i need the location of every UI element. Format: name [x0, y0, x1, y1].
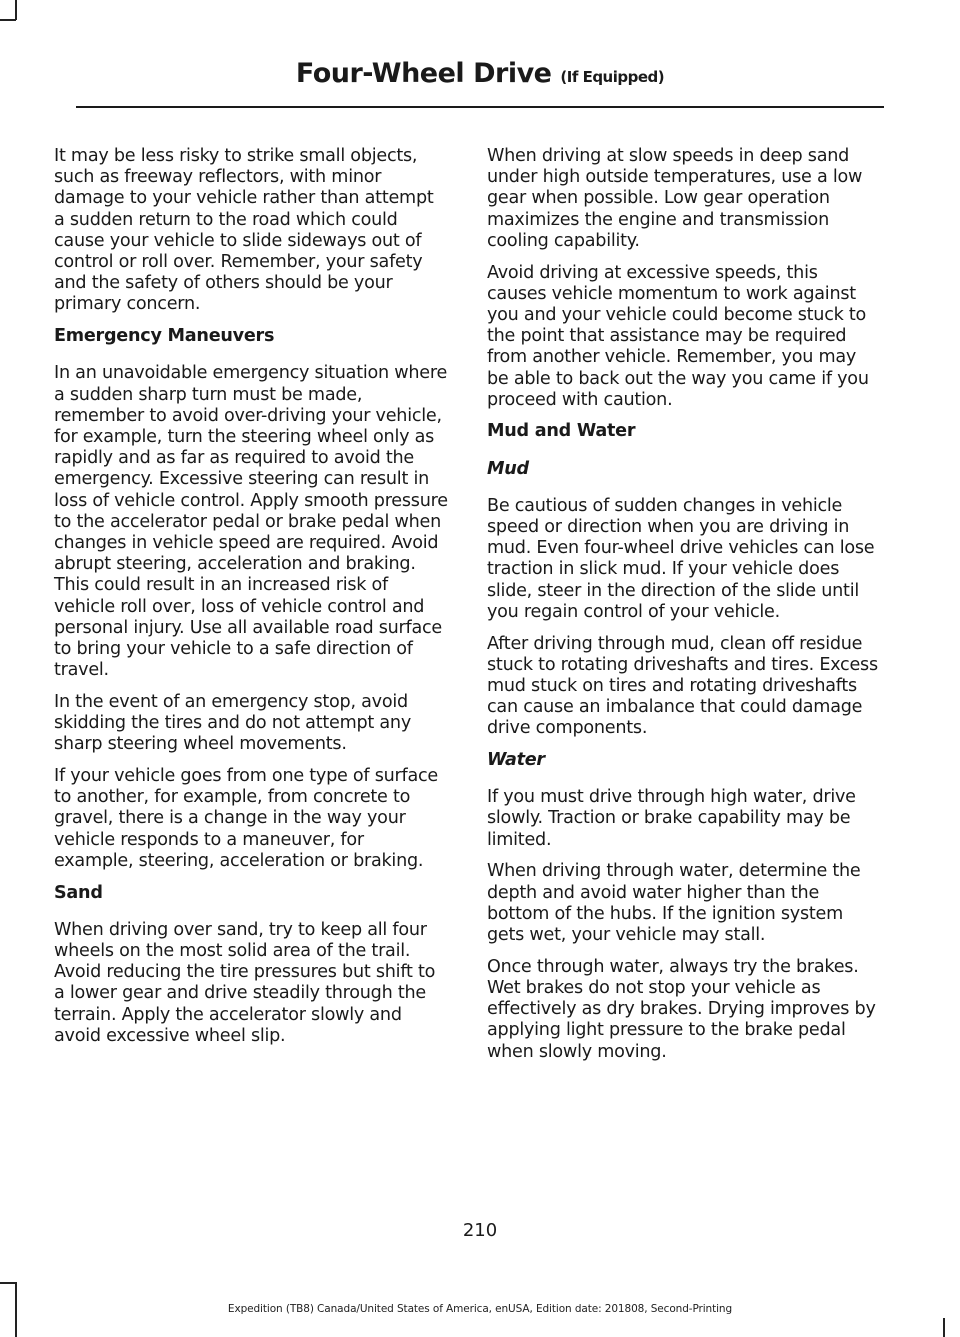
paragraph: It may be less risky to strike small objects, such as freeway reflectors, with minor damage to your vehicle rather than attempt a sudden return to the road which could cause your vehicle to slide sideways out of control or roll over. Remember, your safety and the safety of others should be your primary concern. — [54, 146, 434, 315]
edition-footer: Expedition (TB8) Canada/United States of America, enUSA, Edition date: 201808, Second-Printing — [227, 1303, 733, 1315]
subsection-heading-mud: Mud — [487, 458, 529, 479]
paragraph: In an unavoidable emergency situation where a sudden sharp turn must be made, remember to avoid over-driving your vehicle, for example, turn the steering wheel only as rapidly and as far as required to avoid the emergency. Excessive steering can result in loss of vehicle control. Apply smooth pressure to the accelerator pedal or brake pedal when changes in vehicle speed are required. Avoid abrupt steering, acceleration and braking. This could result in an increased risk of vehicle roll over, loss of vehicle control and personal injury. Use all available road surface to bring your vehicle to a safe direction of travel. — [54, 363, 448, 681]
paragraph: When driving through water, determine the depth and avoid water higher than the bottom of the hubs. If the ignition system gets wet, your vehicle may stall. — [487, 861, 861, 945]
crop-mark — [0, 1282, 16, 1284]
page-number: 210 — [462, 1220, 498, 1241]
paragraph: If your vehicle goes from one type of surface to another, for example, from concrete to gravel, there is a change in the way your vehicle responds to a maneuver, for example, steering, acceleration or braking. — [54, 765, 438, 871]
paragraph: Be cautious of sudden changes in vehicle speed or direction when you are driving in mud. Even four-wheel drive vehicles can lose traction in slick mud. If your vehicle does slide, steer in the direction of the slide until you regain control of your vehicle. — [487, 495, 875, 622]
paragraph: In the event of an emergency stop, avoid skidding the tires and do not attempt any sharp steering wheel movements. — [54, 691, 411, 755]
right-column — [487, 146, 881, 1073]
page-title — [258, 58, 702, 89]
paragraph: When driving at slow speeds in deep sand under high outside temperatures, use a low gear when possible. Low gear operation maximizes the engine and transmission cooling capability. — [487, 146, 863, 251]
left-column — [54, 146, 448, 1057]
paragraph: If you must drive through high water, drive slowly. Traction or brake capability may be limited. — [487, 787, 856, 850]
paragraph: After driving through mud, clean off residue stuck to rotating driveshafts and tires. Excess mud stuck on tires and rotating driveshafts can cause an imbalance that could damage drive components. — [487, 633, 878, 739]
paragraph: When driving over sand, try to keep all four wheels on the most solid area of the trail. Avoid reducing the tire pressures but shift to a lower gear and drive steadily through the terrain. Apply the accelerator slowly and avoid excessive wheel slip. — [54, 919, 436, 1046]
chapter-subtitle: (If Equipped) — [560, 68, 665, 86]
crop-mark — [943, 1318, 945, 1337]
paragraph: Once through water, always try the brakes. Wet brakes do not stop your vehicle as effectively as dry brakes. Drying improves by applying light pressure to the brake pedal when slowly moving. — [487, 956, 876, 1062]
crop-mark — [15, 0, 17, 20]
chapter-title: Four-Wheel Drive — [295, 58, 552, 89]
section-heading-sand: Sand — [54, 882, 103, 903]
paragraph: Avoid driving at excessive speeds, this causes vehicle momentum to work against you and your vehicle could become stuck to the point that assistance may be required from another vehicle. Remember, you may be able to back out the way you came if you proceed with caution. — [487, 262, 869, 410]
subsection-heading-water: Water — [487, 750, 545, 771]
section-heading-emergency-maneuvers: Emergency Maneuvers — [54, 326, 275, 347]
crop-mark — [0, 19, 16, 21]
section-heading-mud-and-water: Mud and Water — [487, 421, 636, 442]
header-divider — [76, 106, 884, 108]
